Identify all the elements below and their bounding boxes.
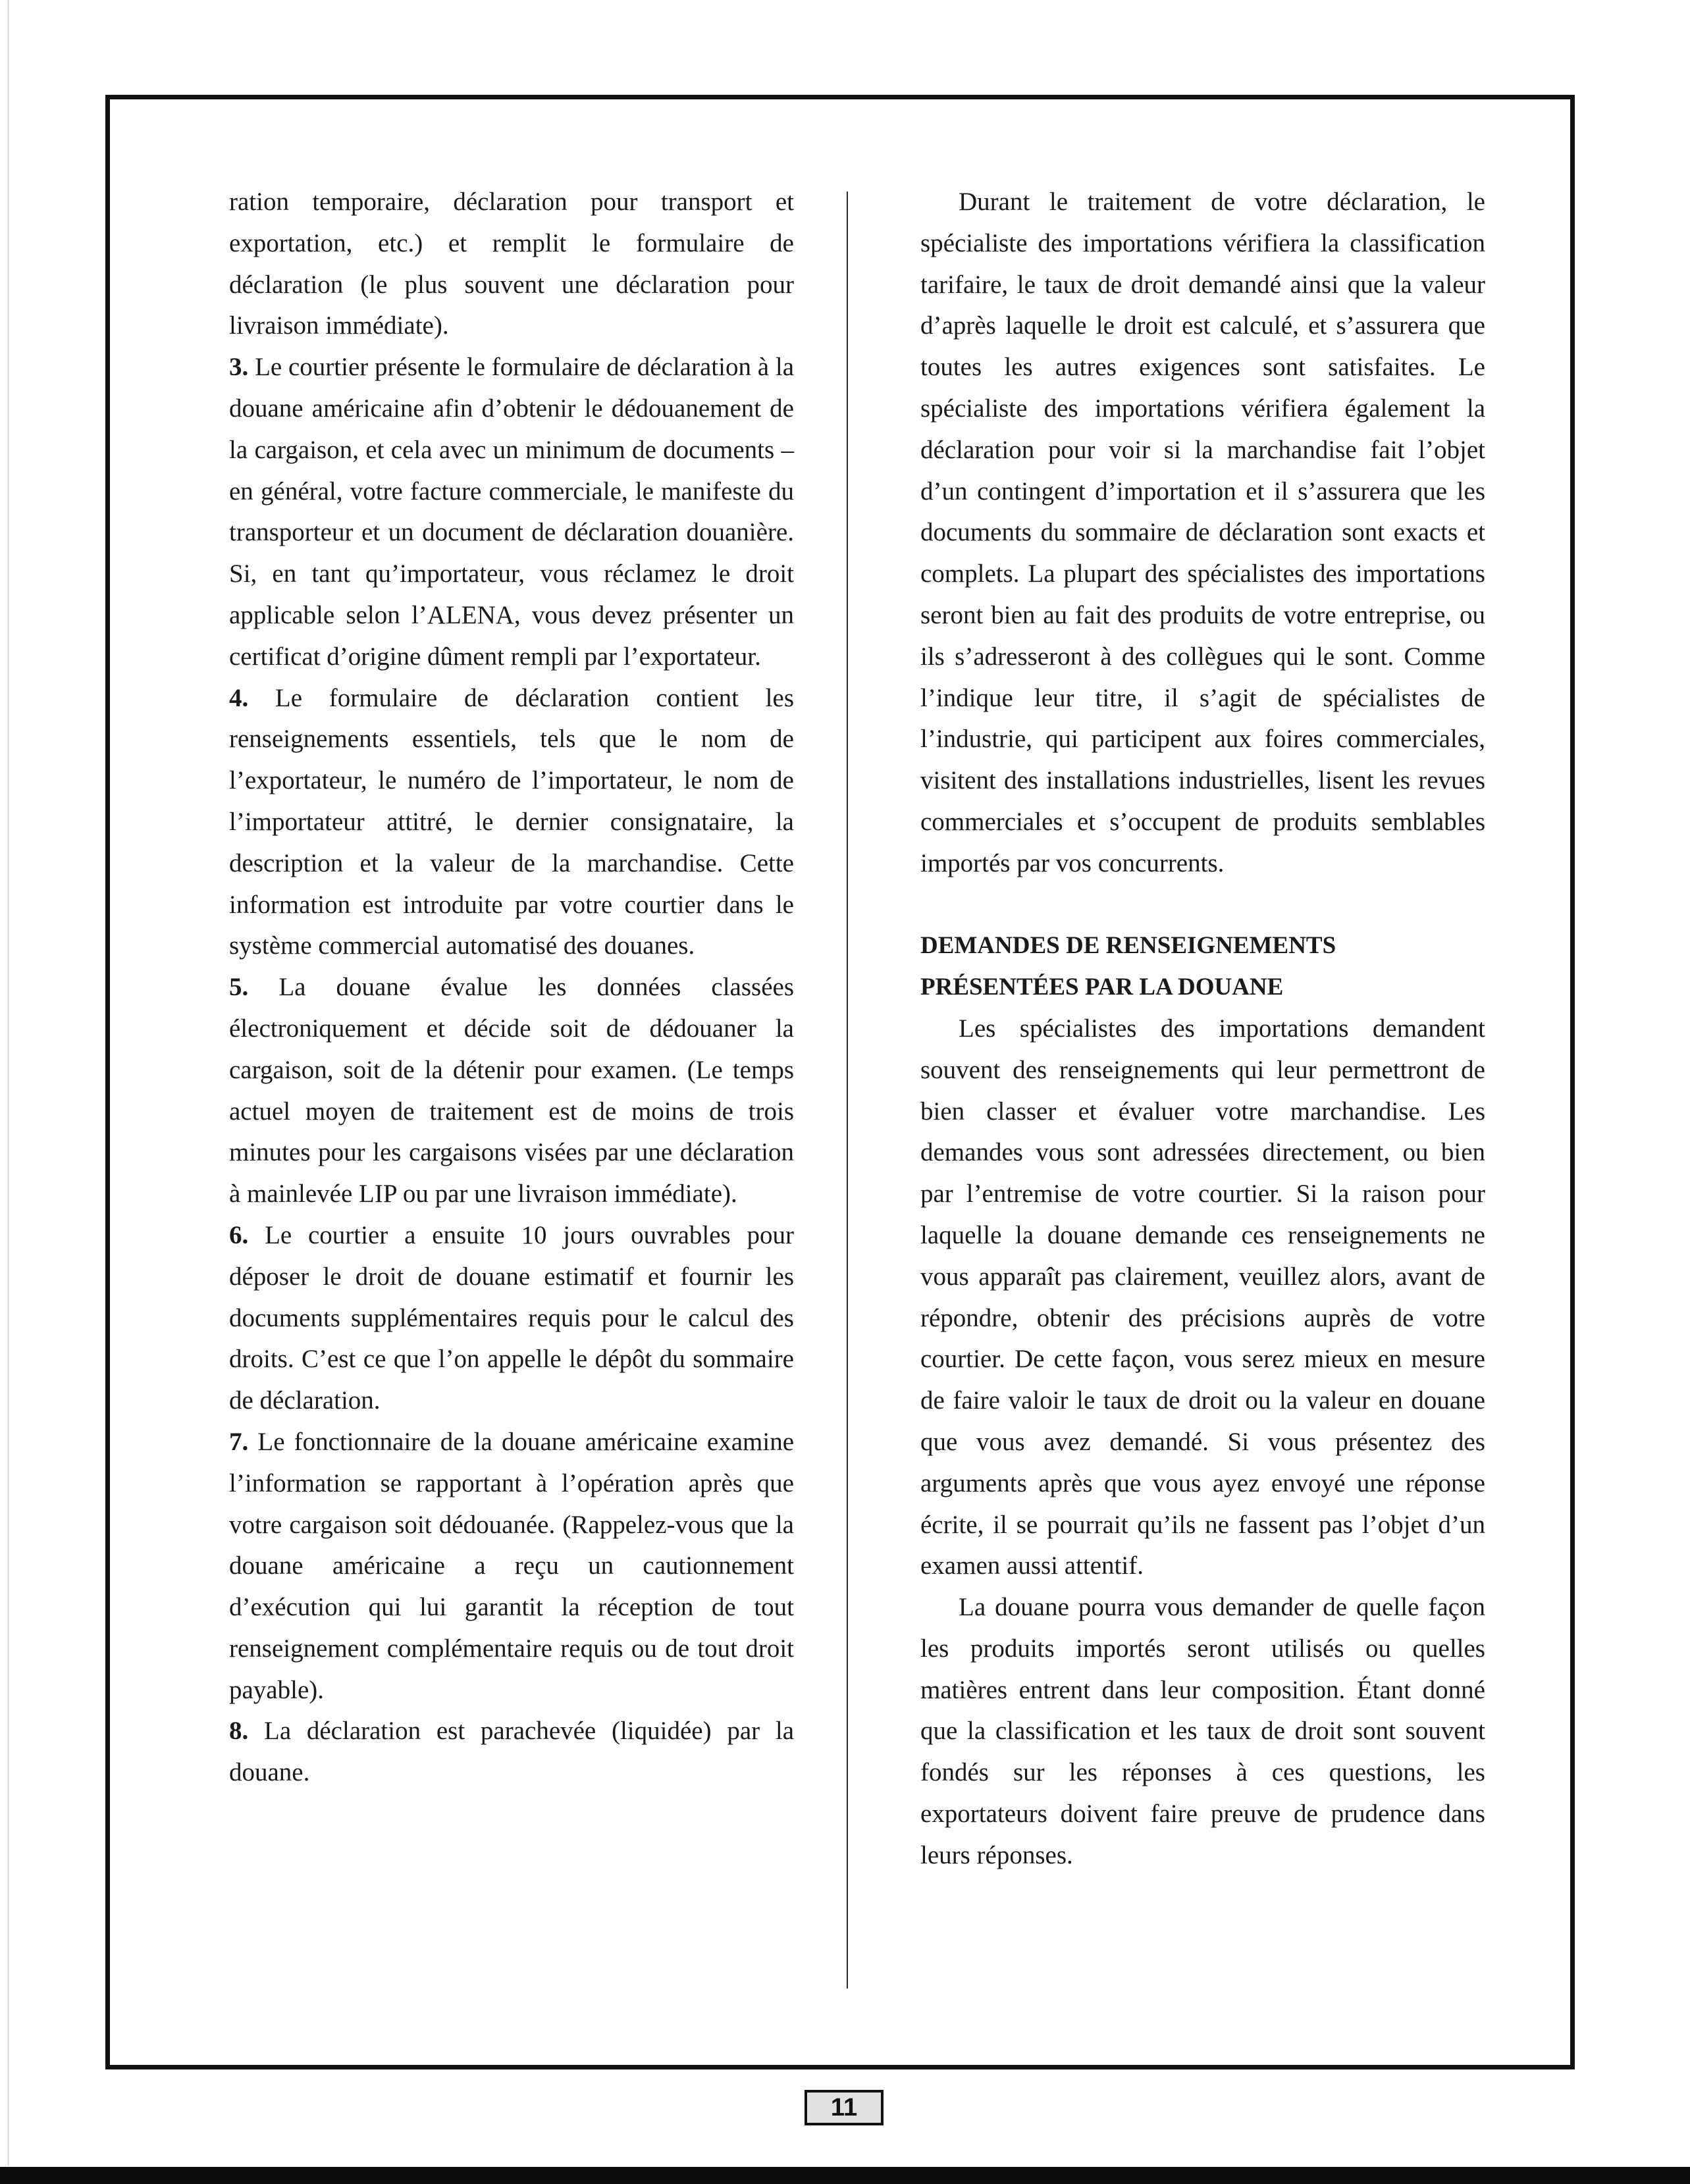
scan-edge-line — [8, 0, 9, 2166]
page-frame — [105, 95, 1575, 2069]
list-item — [229, 967, 794, 1215]
intro-paragraph: ration temporaire, déclaration pour transport et exportation, etc.) et remplit le formulaire de déclaration (le plus souvent une déclaration pour livraison immédiate). — [229, 188, 794, 340]
step-text: Le courtier a ensuite 10 jours ouvrables pour déposer le droit de douane estimatif et fournir les documents supplémentaires requis pour le calcul des droits. C’est ce que l’on appelle le dépôt du sommaire de déclaration. — [229, 1220, 794, 1415]
step-number: 5. — [229, 973, 249, 1002]
step-text: La douane évalue les données classées électroniquement et décide soit de dédouaner la cargaison, soit de la détenir pour examen. (Le temps actuel moyen de traitement est de moins de trois minutes pour les cargaisons visées par une déclaration à mainlevée LIP ou par une livraison immédiate). — [229, 973, 795, 1209]
step-text: Le fonctionnaire de la douane américaine examine l’information se rapportant à l’opération après que votre cargaison soit dédouanée. (Rappelez-vous que la douane américaine a reçu un cautionnement d’exécution qui lui garantit la réception de tout renseignement complémentaire requis ou de tout droit payable). — [229, 1427, 794, 1704]
list-item — [229, 1711, 794, 1794]
list-item — [229, 678, 794, 968]
step-number: 4. — [229, 683, 249, 712]
step-text: Le formulaire de déclaration contient les renseignements essentiels, tels que le nom de l’exportateur, le numéro de l’importateur, le nom de l’importateur attitré, le dernier consignataire, la description et la valeur de la marchandise. Cette information est introduite par votre courtier dans le système commercial automatisé des douanes. — [229, 683, 794, 960]
scan-bottom-band — [0, 2167, 1690, 2184]
heading-line: PRÉSENTÉES PAR LA DOUANE — [920, 974, 1284, 1001]
heading-line: DEMANDES DE RENSEIGNEMENTS — [920, 932, 1336, 960]
list-item — [229, 1215, 794, 1422]
step-text: La déclaration est parachevée (liquidée) par la douane. — [229, 1717, 795, 1787]
body-paragraph: Les spécialistes des importations demandent souvent des renseignements qui leur permettront de bien classer et évaluer votre marchandise. Les demandes vous sont adressées directement, ou bien par l’entremise de votre courtier. Si la raison pour laquelle la douane demande ces renseignements ne vous apparaît pas clairement, veuillez alors, avant de répondre, obtenir des précisions auprès de votre courtier. De cette façon, vous serez mieux en mesure de faire valoir le taux de droit ou la valeur en douane que vous avez demandé. Si vous présentez des arguments après que vous ayez envoyé une réponse écrite, il se pourrait qu’ils ne fassent pas l’objet d’un examen aussi attentif. — [920, 1014, 1485, 1580]
page-number: 11 — [805, 2090, 884, 2125]
body-paragraph: Durant le traitement de votre déclaration, le spécialiste des importations vérifiera la classification tarifaire, le taux de droit demandé ainsi que la valeur d’après laquelle le droit est calculé, et s’assurera que toutes les autres exigences sont satisfaites. Le spécialiste des importations vérifiera également la déclaration pour voir si la marchandise fait l’objet d’un contingent d’importation et il s’assurera que les documents du sommaire de déclaration sont exacts et complets. La plupart des spécialistes des importations seront bien au fait des produits de votre entreprise, ou ils s’adresseront à des collègues qui le sont. Comme l’indique leur titre, il s’agit de spécialistes de l’industrie, qui participent aux foires commerciales, visitent des installations industrielles, lisent les revues commerciales et s’occupent de produits semblables importés par vos concurrents. — [920, 188, 1485, 877]
body-paragraph: La douane pourra vous demander de quelle façon les produits importés seront utilisés ou quelles matières entrent dans leur composition. Étant donné que la classification et les taux de droit sont souvent fondés sur les réponses à ces questions, les exportateurs doivent faire preuve de prudence dans leurs réponses. — [920, 1593, 1485, 1869]
step-text: Le courtier présente le formulaire de déclaration à la douane américaine afin d’obtenir le dédouanement de la cargaison, et cela avec un minimum de documents – en général, votre facture commerciale, le manifeste du transporteur et un document de déclaration douanière. Si, en tant qu’importateur, vous réclamez le droit applicable selon l’ALENA, vous devez présenter un certificat d’origine dûment rempli par l’exportateur. — [229, 353, 795, 671]
list-item — [229, 347, 794, 677]
list-item — [229, 1422, 794, 1711]
step-number: 7. — [229, 1427, 249, 1456]
left-column — [229, 182, 794, 1794]
right-column — [920, 182, 1485, 1877]
step-number: 6. — [229, 1220, 249, 1249]
column-divider — [847, 192, 848, 1989]
section-heading — [920, 925, 1485, 1008]
step-number: 8. — [229, 1717, 249, 1746]
step-number: 3. — [229, 353, 249, 382]
